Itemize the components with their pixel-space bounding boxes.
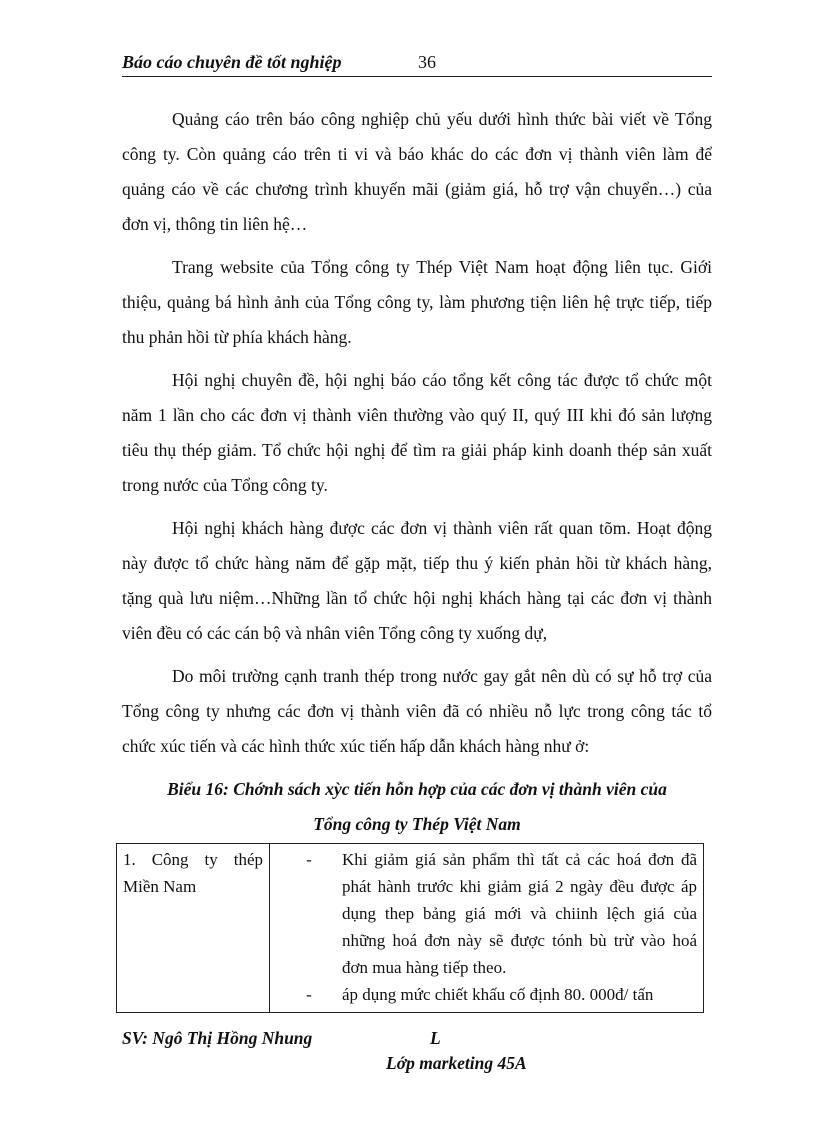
promotion-policy-table: [116, 843, 704, 1013]
footer-letter: L: [430, 1028, 441, 1048]
paragraph-website: Trang website của Tổng công ty Thép Việt Nam hoạt động liên tục. Giới thiệu, quảng bá hình ảnh của Tổng công ty, làm phương tiện liên hệ trực tiếp, tiếp thu phản hồi từ phía khách hàng.: [122, 257, 712, 347]
bullet-dash: -: [306, 850, 312, 869]
paragraph-conference: Hội nghị chuyên đề, hội nghị báo cáo tổng kết công tác được tổ chức một năm 1 lần cho các đơn vị thành viên thường vào quý II, quý III khi đó sản lượng tiêu thụ thép giảm. Tổ chức hội nghị để tìm ra giải pháp kinh doanh thép sản xuất trong nước của Tổng công ty.: [122, 370, 712, 495]
policy-item-text: Khi giảm giá sản phẩm thì tất cả các hoá đơn đã phát hành trước khi giảm giá 2 ngày đều được áp dụng thep bảng giá mới và chiinh lệch giá của những hoá đơn này sẽ được tónh bù trừ vào hoá đơn mua hàng tiếp theo.: [342, 850, 697, 977]
page-header: [122, 50, 712, 77]
paragraph-customer-conference: Hội nghị khách hàng được các đơn vị thành viên rất quan tõm. Hoạt động này được tổ chức hàng năm để gặp mặt, tiếp thu ý kiến phản hồi từ khách hàng, tặng quà lưu niệm…Những lần tổ chức hội nghị khách hàng tại các đơn vị thành viên đều có các cán bộ và nhân viên Tổng công ty xuống dự,: [122, 518, 712, 643]
paragraph-advertising: Quảng cáo trên báo công nghiệp chủ yếu dưới hình thức bài viết về Tổng công ty. Còn quảng cáo trên ti vi và báo khác do các đơn vị thành viên làm để quảng cáo về các chương trình khuyến mãi (giảm giá, hỗ trợ vận chuyển…) của đơn vị, thông tin liên hệ…: [122, 109, 712, 234]
paragraph-competition: Do môi trường cạnh tranh thép trong nước gay gắt nên dù có sự hỗ trợ của Tổng công ty nhưng các đơn vị thành viên đã có nhiều nỗ lực trong công tác tổ chức xúc tiến và các hình thức xúc tiến hấp dẫn khách hàng như ở:: [122, 666, 712, 756]
caption-line-2: Tổng công ty Thép Việt Nam: [313, 814, 521, 834]
class-name: Lớp marketing 45A: [386, 1053, 527, 1073]
report-title: Báo cáo chuyên đề tốt nghiệp: [122, 52, 342, 72]
policy-item-text: áp dụng mức chiết khấu cố định 80. 000đ/ tấn: [342, 985, 654, 1004]
policy-cell: [270, 844, 704, 1013]
company-cell: 1. Công ty thép Miền Nam: [117, 844, 270, 1013]
policy-item: [276, 981, 697, 1008]
student-name: SV: Ngô Thị Hồng Nhung: [122, 1028, 313, 1048]
body-content: [122, 102, 712, 842]
table-caption: [122, 772, 712, 842]
caption-line-1: Biểu 16: Chớnh sách xỳc tiến hỗn hợp của các đơn vị thành viên của: [167, 779, 667, 799]
bullet-dash: -: [306, 985, 312, 1004]
policy-item: [276, 846, 697, 981]
table-row: [117, 844, 704, 1013]
page-number: 36: [418, 52, 436, 72]
